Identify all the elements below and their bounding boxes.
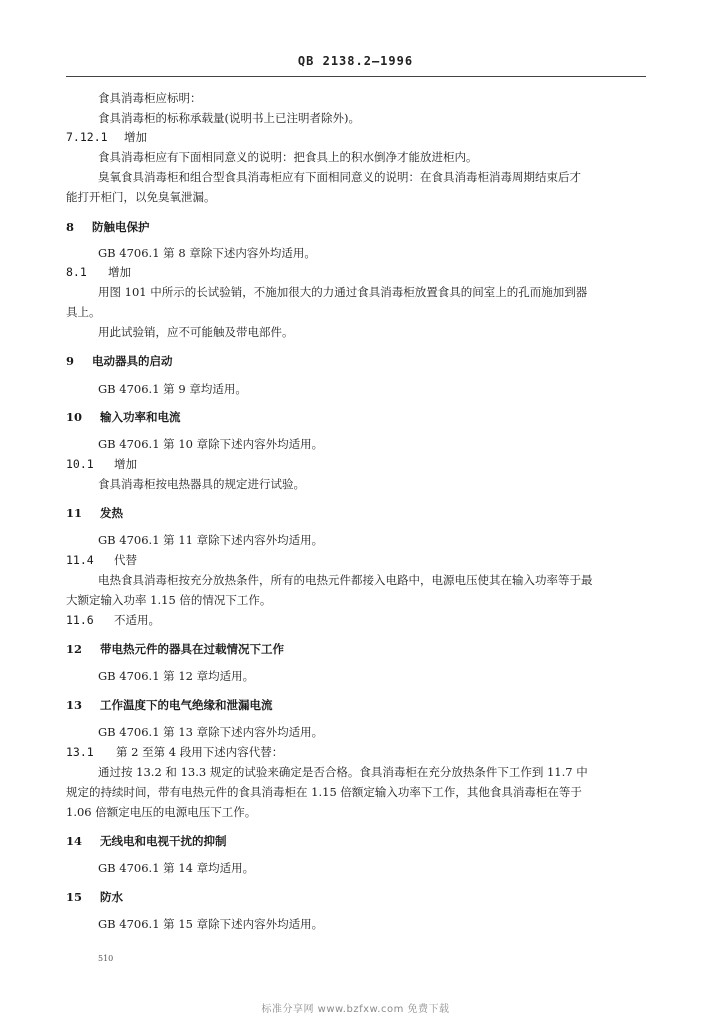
clause-number: 11.6 [66, 613, 94, 627]
clause-number: 10.1 [66, 457, 94, 471]
clause-number: 8.1 [66, 265, 87, 279]
clause-number: 11.4 [66, 553, 94, 567]
text-line: 通过按 13.2 和 13.3 规定的试验来确定是否合格。食具消毒柜在充分放热条件下工作到 11.7 中 [98, 765, 588, 779]
text-line: 规定的持续时间，带有电热元件的食具消毒柜在 1.15 倍额定输入功率下工作，其他食具消毒柜在等于 [66, 785, 582, 799]
text-line: GB 4706.1 第 15 章除下述内容外均适用。 [98, 917, 324, 931]
section-title: 输入功率和电流 [100, 410, 181, 424]
clause-number: 7.12.1 [66, 130, 108, 144]
text-line: GB 4706.1 第 8 章除下述内容外均适用。 [98, 246, 316, 260]
watermark-footer: 标准分享网 www.bzfxw.com 免费下载 [261, 1004, 450, 1015]
clause-title: 增加 [114, 457, 137, 471]
section-number: 12 [66, 642, 83, 656]
text-line: 1.06 倍额定电压的电源电压下工作。 [66, 805, 257, 819]
section-title: 无线电和电视干扰的抑制 [100, 834, 227, 848]
section-number: 9 [66, 354, 75, 368]
text-line: 能打开柜门，以免臭氧泄漏。 [66, 190, 216, 204]
clause-number: 13.1 [66, 745, 94, 759]
text-line: GB 4706.1 第 10 章除下述内容外均适用。 [98, 437, 324, 451]
section-number: 14 [66, 834, 83, 848]
clause-title: 代替 [114, 553, 137, 567]
header-rule [66, 76, 646, 77]
text-line: 臭氧食具消毒柜和组合型食具消毒柜应有下面相同意义的说明：在食具消毒柜消毒周期结束后才 [98, 170, 581, 184]
section-title: 工作温度下的电气绝缘和泄漏电流 [100, 698, 273, 712]
clause-title: 增加 [124, 130, 147, 144]
text-line: 食具消毒柜应标明： [98, 91, 202, 105]
section-title: 防水 [100, 890, 123, 904]
section-title: 发热 [100, 506, 123, 520]
section-number: 10 [66, 410, 83, 424]
text-line: 用此试验销，应不可能触及带电部件。 [98, 325, 294, 339]
text-line: GB 4706.1 第 12 章均适用。 [98, 669, 255, 683]
standard-code-header: QB 2138.2—1996 [297, 54, 414, 68]
text-line: GB 4706.1 第 13 章除下述内容外均适用。 [98, 725, 324, 739]
section-number: 11 [66, 506, 83, 520]
section-title: 电动器具的启动 [92, 354, 173, 368]
page-number: 510 [98, 954, 114, 963]
text-line: GB 4706.1 第 14 章均适用。 [98, 861, 255, 875]
section-number: 13 [66, 698, 83, 712]
section-title: 防触电保护 [92, 220, 150, 234]
text-line: GB 4706.1 第 11 章除下述内容外均适用。 [98, 533, 324, 547]
text-line: GB 4706.1 第 9 章均适用。 [98, 382, 247, 396]
text-line: 食具消毒柜的标称承载量(说明书上已注明者除外)。 [98, 111, 360, 125]
text-line: 食具消毒柜应有下面相同意义的说明：把食具上的积水倒净才能放进柜内。 [98, 150, 478, 164]
text-line: 大额定输入功率 1.15 倍的情况下工作。 [66, 593, 272, 607]
section-title: 带电热元件的器具在过载情况下工作 [100, 642, 284, 656]
clause-title: 第 2 至第 4 段用下述内容代替： [116, 745, 284, 759]
section-number: 8 [66, 220, 75, 234]
clause-title: 增加 [108, 265, 131, 279]
clause-title: 不适用。 [114, 613, 160, 627]
text-line: 具上。 [66, 305, 101, 319]
text-line: 用图 101 中所示的长试验销，不施加很大的力通过食具消毒柜放置食具的间室上的孔而施加到器 [98, 285, 588, 299]
text-line: 电热食具消毒柜按充分放热条件，所有的电热元件都接入电路中，电源电压使其在输入功率等于最 [98, 573, 593, 587]
section-number: 15 [66, 890, 83, 904]
text-line: 食具消毒柜按电热器具的规定进行试验。 [98, 477, 305, 491]
